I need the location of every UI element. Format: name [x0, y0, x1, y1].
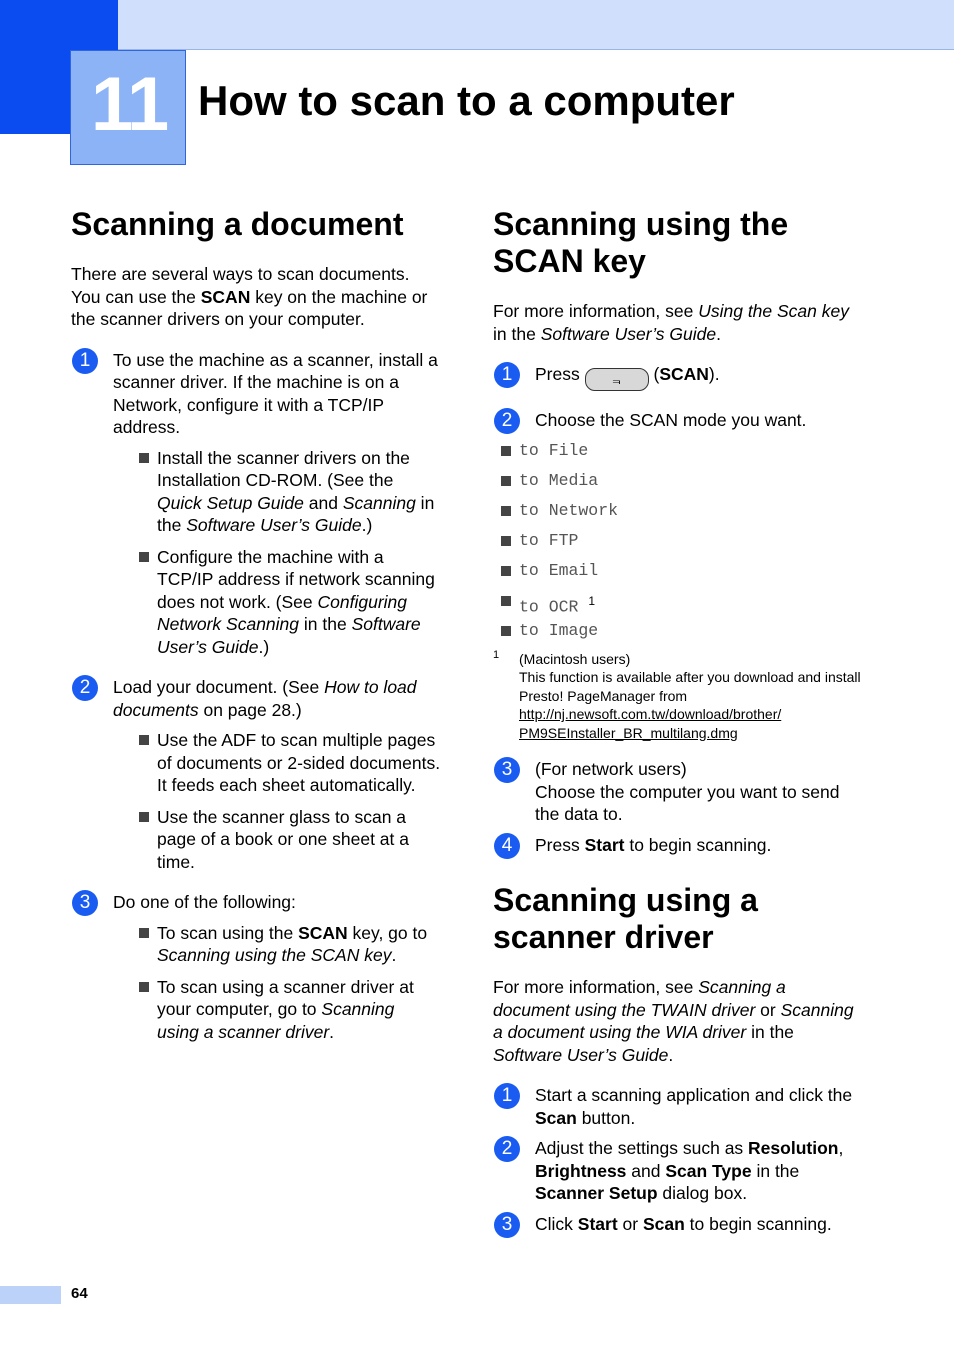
- step-number-badge: 3: [494, 1212, 520, 1238]
- section-intro: For more information, see Using the Scan key in the Software User’s Guide.: [493, 301, 849, 344]
- square-bullet-icon: [501, 596, 511, 606]
- list-item: Use the scanner glass to scan a page of a book or one sheet at a time.: [139, 806, 441, 874]
- section-heading-scan-key: Scanning using the SCAN key: [493, 206, 789, 279]
- step-3: [71, 891, 441, 1043]
- list-item: to File: [501, 440, 863, 470]
- square-bullet-icon: [139, 453, 149, 463]
- square-bullet-icon: [501, 626, 511, 636]
- page-number: 64: [71, 1285, 88, 1302]
- step-text: (For network users) Choose the computer you want to send the data to.: [535, 759, 840, 824]
- section-intro: For more information, see Scanning a document using the TWAIN driver or Scanning a document using the WIA driver in the Software User’s Guide.: [493, 977, 854, 1065]
- step-number-badge: 1: [494, 1083, 520, 1109]
- chapter-number-box: [70, 50, 186, 165]
- footnote-ref: 1: [588, 593, 596, 608]
- step-text: Adjust the settings such as Resolution, Brightness and Scan Type in the Scanner Setup dialog box.: [535, 1138, 844, 1203]
- step-text: Do one of the following:: [113, 892, 296, 912]
- chapter-title: How to scan to a computer: [198, 77, 735, 124]
- step-number-badge: 1: [494, 362, 520, 388]
- square-bullet-icon: [139, 735, 149, 745]
- step-text: Click Start or Scan to begin scanning.: [535, 1213, 832, 1234]
- left-column: [71, 206, 441, 1043]
- square-bullet-icon: [501, 506, 511, 516]
- step-text: Press Start to begin scanning.: [535, 834, 772, 855]
- list-item: Configure the machine with a TCP/IP address if network scanning does not work. (See Configuring Network Scanning in the Software User’s Guide.): [139, 546, 441, 659]
- list-item: to Network: [501, 500, 863, 530]
- list-item: To scan using the SCAN key, go to Scanning using the SCAN key.: [139, 922, 441, 967]
- step-1: [493, 1084, 863, 1129]
- square-bullet-icon: [501, 566, 511, 576]
- step-1: [493, 363, 863, 391]
- step-2: [71, 676, 441, 873]
- square-bullet-icon: [139, 982, 149, 992]
- square-bullet-icon: [501, 446, 511, 456]
- list-item: To scan using a scanner driver at your computer, go to Scanning using a scanner driver.: [139, 976, 441, 1044]
- bullet-list: [113, 922, 441, 1044]
- section-heading-scanning-document: Scanning a document: [71, 206, 404, 242]
- scan-key-button: [585, 368, 649, 391]
- step-number-badge: 4: [494, 833, 520, 859]
- step-2: [493, 409, 863, 432]
- step-number-badge: 3: [494, 757, 520, 783]
- list-item: to FTP: [501, 530, 863, 560]
- footer-bar: [0, 1286, 61, 1304]
- step-number-badge: 2: [72, 675, 98, 701]
- step-text: Load your document. (See How to load documents on page 28.): [113, 677, 417, 720]
- list-item: to Image: [501, 620, 863, 650]
- step-4: [493, 834, 863, 857]
- list-item: to OCR $^1$: [501, 590, 863, 620]
- square-bullet-icon: [139, 928, 149, 938]
- right-column: [493, 206, 863, 1235]
- list-item: Use the ADF to scan multiple pages of documents or 2-sided documents. It feeds each sheet automatically.: [139, 729, 441, 797]
- square-bullet-icon: [139, 552, 149, 562]
- section-intro: There are several ways to scan documents. You can use the SCAN key on the machine or the scanner drivers on your computer.: [71, 264, 428, 329]
- header-bar: [118, 0, 954, 50]
- step-text: Press ⫬ (SCAN).: [535, 363, 863, 391]
- download-link-file[interactable]: PM9SEInstaller_BR_multilang.dmg: [519, 724, 738, 741]
- step-text: Start a scanning application and click the Scan button.: [535, 1085, 853, 1128]
- step-1: [71, 349, 441, 659]
- footnote: 1 (Macintosh users) This function is available after you download and install Presto! PageManager from http://nj.newsoft.com.tw/download/brother/ PM9SEInstaller_BR_multilang.dmg: [493, 648, 861, 741]
- list-item: to Email: [501, 560, 863, 590]
- step-number-badge: 3: [72, 890, 98, 916]
- square-bullet-icon: [501, 536, 511, 546]
- list-item: Install the scanner drivers on the Installation CD-ROM. (See the Quick Setup Guide and Scanning in the Software User’s Guide.): [139, 447, 441, 537]
- list-item: to Media: [501, 470, 863, 500]
- step-number-badge: 1: [72, 348, 98, 374]
- step-3: [493, 1213, 863, 1236]
- square-bullet-icon: [501, 476, 511, 486]
- chapter-number: 11: [90, 62, 168, 147]
- step-3: [493, 758, 863, 826]
- step-text: Choose the SCAN mode you want.: [535, 410, 807, 430]
- bullet-list: [113, 729, 441, 873]
- bullet-list: [113, 447, 441, 659]
- section-heading-scanner-driver: Scanning using a scanner driver: [493, 882, 758, 955]
- step-number-badge: 2: [494, 408, 520, 434]
- scan-mode-list: [493, 440, 863, 650]
- square-bullet-icon: [139, 812, 149, 822]
- scanner-icon: ⫬: [612, 371, 621, 387]
- download-link[interactable]: http://nj.newsoft.com.tw/download/brother/: [519, 706, 782, 722]
- step-number-badge: 2: [494, 1136, 520, 1162]
- step-2: [493, 1137, 863, 1205]
- step-text: To use the machine as a scanner, install a scanner driver. If the machine is on a Network, configure it with a TCP/IP address.: [113, 349, 438, 437]
